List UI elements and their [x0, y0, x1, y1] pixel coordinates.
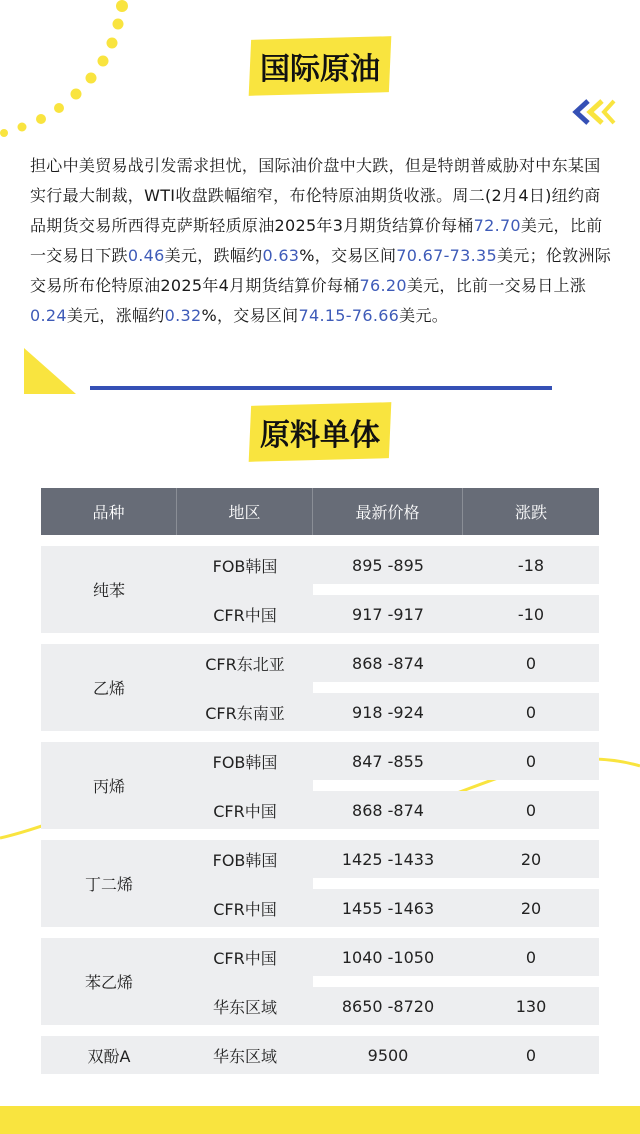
crude-oil-summary — [30, 151, 615, 331]
region-cell: FOB韩国 — [177, 546, 313, 584]
highlight-number: 0.63 — [262, 246, 300, 265]
section-title-crude-oil: 国际原油 — [250, 38, 390, 94]
price-cell: 895 -895 — [313, 546, 463, 584]
intro-text: %，交易区间 — [201, 306, 299, 325]
region-cell: CFR东南亚 — [177, 693, 313, 731]
header-product: 品种 — [41, 488, 177, 535]
product-cell: 乙烯 — [41, 644, 177, 731]
price-cell: 1040 -1050 — [313, 938, 463, 976]
product-cell: 丙烯 — [41, 742, 177, 829]
product-cell: 苯乙烯 — [41, 938, 177, 1025]
section-title-monomers: 原料单体 — [250, 404, 390, 460]
change-cell: 20 — [463, 840, 599, 878]
intro-text: 美元；伦敦洲际交易所布伦特原油2025年4月期货结算价每桶 — [30, 246, 612, 295]
corner-triangle-decoration — [22, 346, 78, 396]
intro-text: 美元，比前一交易日上涨 — [406, 276, 587, 295]
region-cell: FOB韩国 — [177, 742, 313, 780]
highlight-number: 0.24 — [30, 306, 67, 325]
region-cell: CFR中国 — [177, 889, 313, 927]
section-divider — [90, 386, 552, 390]
table-row — [41, 644, 599, 682]
table-row — [41, 1036, 599, 1074]
table-row — [41, 742, 599, 780]
highlight-number: 0.46 — [127, 246, 165, 265]
chevron-arrows-icon — [570, 98, 616, 126]
change-cell: 0 — [463, 1036, 599, 1074]
change-cell: 20 — [463, 889, 599, 927]
header-change: 涨跌 — [463, 488, 599, 535]
region-cell: CFR东北亚 — [177, 644, 313, 682]
intro-text: %，交易区间 — [299, 246, 397, 265]
region-cell: CFR中国 — [177, 938, 313, 976]
header-price: 最新价格 — [313, 488, 463, 535]
region-cell: CFR中国 — [177, 791, 313, 829]
change-cell: -10 — [463, 595, 599, 633]
change-cell: 130 — [463, 987, 599, 1025]
product-cell: 丁二烯 — [41, 840, 177, 927]
table-header-row — [41, 488, 599, 535]
change-cell: 0 — [463, 938, 599, 976]
header-region: 地区 — [177, 488, 313, 535]
region-cell: 华东区域 — [177, 987, 313, 1025]
intro-text: 美元。 — [399, 306, 449, 325]
price-cell: 917 -917 — [313, 595, 463, 633]
change-cell: 0 — [463, 791, 599, 829]
region-cell: FOB韩国 — [177, 840, 313, 878]
highlight-number: 70.67-73.35 — [396, 246, 497, 265]
price-cell: 1455 -1463 — [313, 889, 463, 927]
table-row — [41, 840, 599, 878]
highlight-number: 74.15-76.66 — [298, 306, 400, 325]
price-cell: 8650 -8720 — [313, 987, 463, 1025]
intro-text: 美元，比前一交易日下跌 — [30, 216, 603, 265]
highlight-number: 0.32 — [164, 306, 202, 325]
price-table — [41, 488, 599, 1074]
table-row — [41, 938, 599, 976]
table-row — [41, 546, 599, 584]
change-cell: 0 — [463, 742, 599, 780]
region-cell: CFR中国 — [177, 595, 313, 633]
intro-text: 美元，跌幅约 — [164, 246, 263, 265]
intro-text: 担心中美贸易战引发需求担忧，国际油价盘中大跌，但是特朗普威胁对中东某国实行最大制裁，WTI收盘跌幅缩窄，布伦特原油期货收涨。周二(2月4日)纽约商品期货交易所西得克萨斯轻质原油2025年3月期货结算价每桶 — [30, 156, 601, 235]
price-cell: 868 -874 — [313, 791, 463, 829]
price-cell: 847 -855 — [313, 742, 463, 780]
product-cell: 纯苯 — [41, 546, 177, 633]
footer-bar — [0, 1106, 640, 1134]
highlight-number: 72.70 — [473, 216, 521, 235]
highlight-number: 76.20 — [359, 276, 407, 295]
change-cell: -18 — [463, 546, 599, 584]
price-cell: 868 -874 — [313, 644, 463, 682]
region-cell: 华东区域 — [177, 1036, 313, 1074]
change-cell: 0 — [463, 693, 599, 731]
price-cell: 9500 — [313, 1036, 463, 1074]
change-cell: 0 — [463, 644, 599, 682]
product-cell: 双酚A — [41, 1036, 177, 1074]
price-cell: 918 -924 — [313, 693, 463, 731]
price-cell: 1425 -1433 — [313, 840, 463, 878]
intro-text: 美元，涨幅约 — [66, 306, 165, 325]
